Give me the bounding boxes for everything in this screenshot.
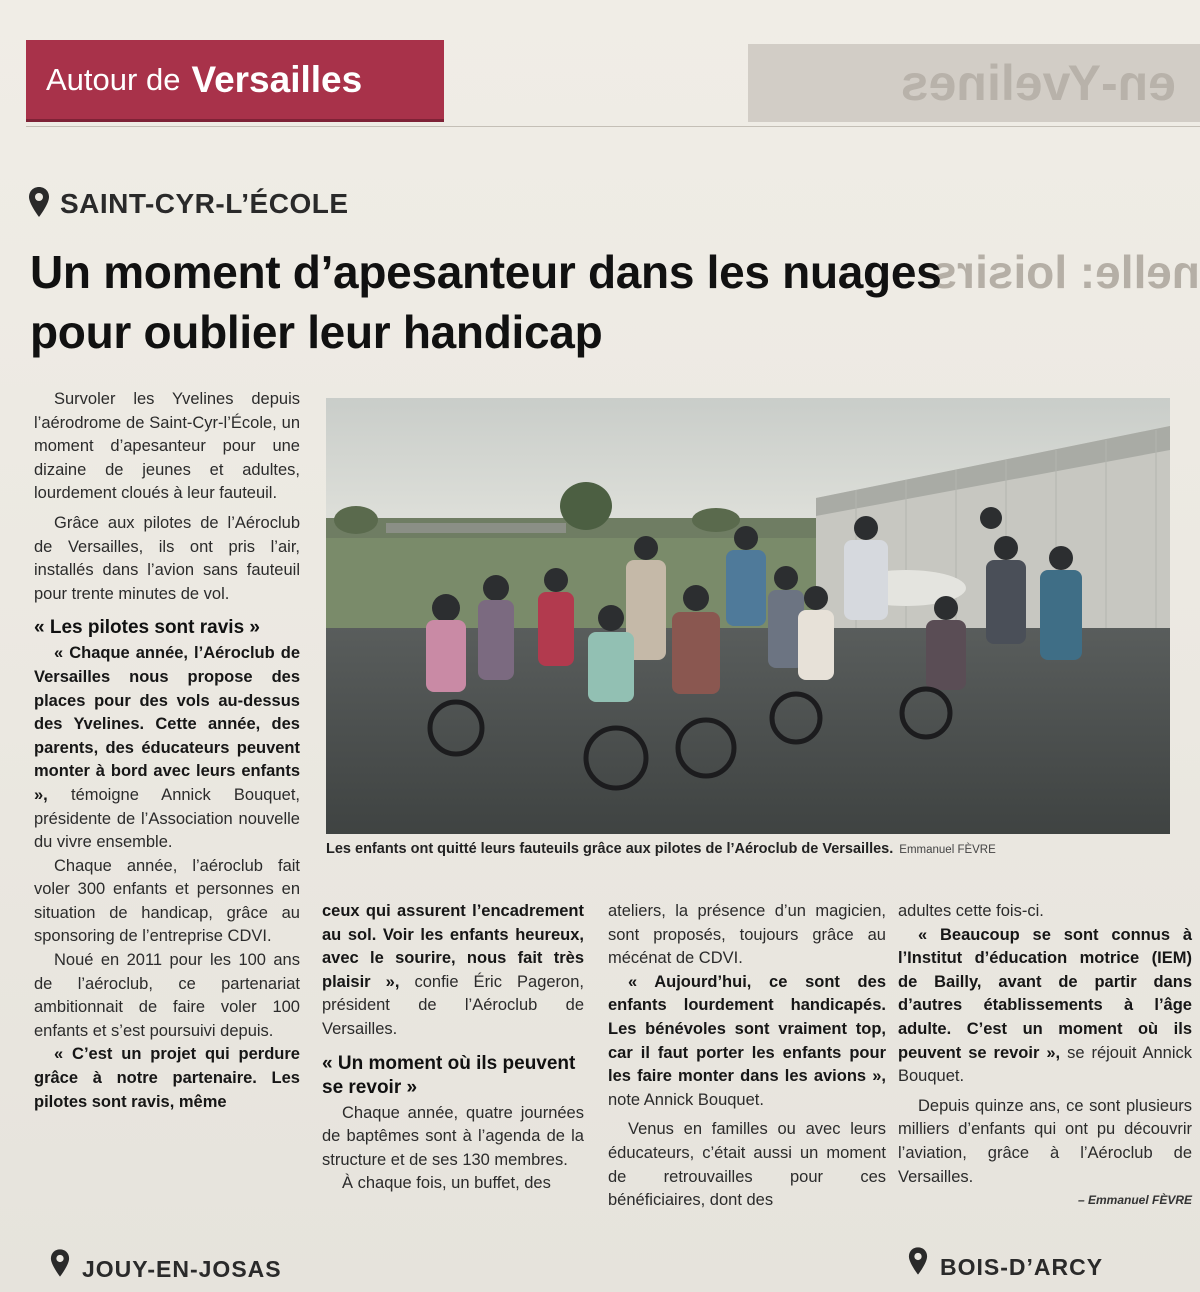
headline-line-1: Un moment d’apesanteur dans les nuages [30, 246, 942, 298]
paragraph: À chaque fois, un buffet, des [342, 1174, 551, 1193]
paragraph: Chaque année, quatre journées de baptêmes sont à l’agenda de la structure et de ses 130 membres. [322, 1103, 584, 1169]
paragraph: Chaque année, l’aéroclub fait voler 300 enfants et personnes en situation de handicap, grâce au sponsoring de l’entreprise CDVI. [34, 856, 300, 946]
lead-paragraph: Survoler les Yvelines depuis l’aérodrome de Saint-Cyr-l’École, un moment d’apesanteur pour une dizaine de jeunes et adultes, lourdement cloués à leur fauteuil. [34, 390, 300, 503]
headline-line-2: pour oublier leur handicap [30, 306, 603, 358]
quote-text: ceux qui assurent l’encadrement au sol. Voir les enfants heureux, avec le sourire, nous fait très plaisir », [322, 902, 584, 991]
rubric-bold-text: Versailles [191, 58, 363, 100]
photo-caption [326, 838, 1170, 861]
column-2 [322, 900, 584, 1196]
column-3 [608, 900, 886, 1213]
author-name: Emmanuel FÈVRE [1087, 1193, 1192, 1208]
paragraph-text: note Annick Bouquet. [608, 1090, 764, 1109]
column-4 [898, 900, 1192, 1213]
header-rule [26, 126, 1200, 127]
show-through-header-text: en-Yvelines [900, 55, 1176, 111]
paragraph-text: confie Éric Pageron, président de l’Aéroclub de Versailles. [322, 972, 584, 1038]
photo-credit: Emmanuel FÈVRE [899, 844, 996, 856]
article-headline [30, 242, 1140, 362]
next-article-location-right: BOIS-D’ARCY [940, 1254, 1104, 1280]
author-signature: – Emmanuel FÈVRE [1077, 1193, 1192, 1208]
location-title: SAINT-CYR-L’ÉCOLE [60, 188, 349, 219]
paragraph: Depuis quinze ans, ce sont plusieurs milliers d’enfants qui ont pu découvrir l’aviation, grâce à l’Aéroclub de Versailles. [898, 1096, 1192, 1186]
paragraph: Venus en familles ou avec leurs éducateurs, c’était aussi un moment de retrouvailles pour ces bénéficiaires, dont des [608, 1120, 886, 1210]
location-pin-icon [908, 1246, 928, 1276]
next-article-location-left: JOUY-EN-JOSAS [82, 1256, 282, 1282]
paragraph: Grâce aux pilotes de l’Aéroclub de Versailles, ils ont pris l’air, installés dans l’avion sans fauteuil pour trente minutes de vol. [34, 513, 300, 603]
quote-text: « Beaucoup se sont connus à l’Institut d’éducation motrice (IEM) de Bailly, avant de partir dans d’autres établissements à l’âge adulte. C’est un moment où ils peuvent se revoir », [898, 925, 1192, 1062]
paragraph: Noué en 2011 pour les 100 ans de l’aéroclub, ce partenariat ambitionnait de faire voler 100 enfants et s’est poursuivi depuis. [34, 951, 300, 1040]
section-rubric [26, 40, 444, 122]
paragraph [898, 924, 1192, 1089]
show-through-header [748, 44, 1200, 122]
paragraph: adultes cette fois-ci. [898, 902, 1044, 920]
paragraph-text: témoigne Annick Bouquet, présidente de l’Association nouvelle du vivre ensemble. [34, 785, 300, 852]
show-through-headline-text: nelle: loisirs [931, 246, 1200, 298]
article-photo [326, 398, 1170, 834]
subheading: « Les pilotes sont ravis » [34, 617, 260, 639]
paragraph-text: se réjouit Annick Bouquet. [898, 1043, 1192, 1086]
location-pin-icon [50, 1248, 70, 1278]
group-photo-illustration [326, 398, 1170, 834]
column-1 [34, 388, 300, 1114]
quote-text: « Aujourd’hui, ce sont des enfants lourdement handicapés. Les bénévoles sont vraiment top, car il faut porter les enfants pour les faire monter dans les avions », [608, 972, 886, 1086]
quote-paragraph: « C’est un projet qui perdure grâce à notre partenaire. Les pilotes sont ravis, même [34, 1045, 300, 1111]
paragraph [608, 971, 886, 1113]
paragraph [322, 900, 584, 1042]
location-pin-icon [28, 186, 50, 218]
subheading: « Un moment où ils peuvent se revoir » [322, 1052, 576, 1098]
rubric-light-text: Autour de [46, 61, 181, 97]
paragraph: ateliers, la présence d’un magicien, sont proposés, toujours grâce au mécénat de CDVI. [608, 902, 886, 968]
caption-text: Les enfants ont quitté leurs fauteuils grâce aux pilotes de l’Aéroclub de Versailles. [326, 841, 894, 857]
paragraph [34, 642, 300, 854]
quote-text: « Chaque année, l’Aéroclub de Versailles nous propose des places pour des vols au-dessus des Yvelines. Cette année, des parents, des éducateurs peuvent monter à bord avec leurs enfants », [34, 644, 300, 804]
